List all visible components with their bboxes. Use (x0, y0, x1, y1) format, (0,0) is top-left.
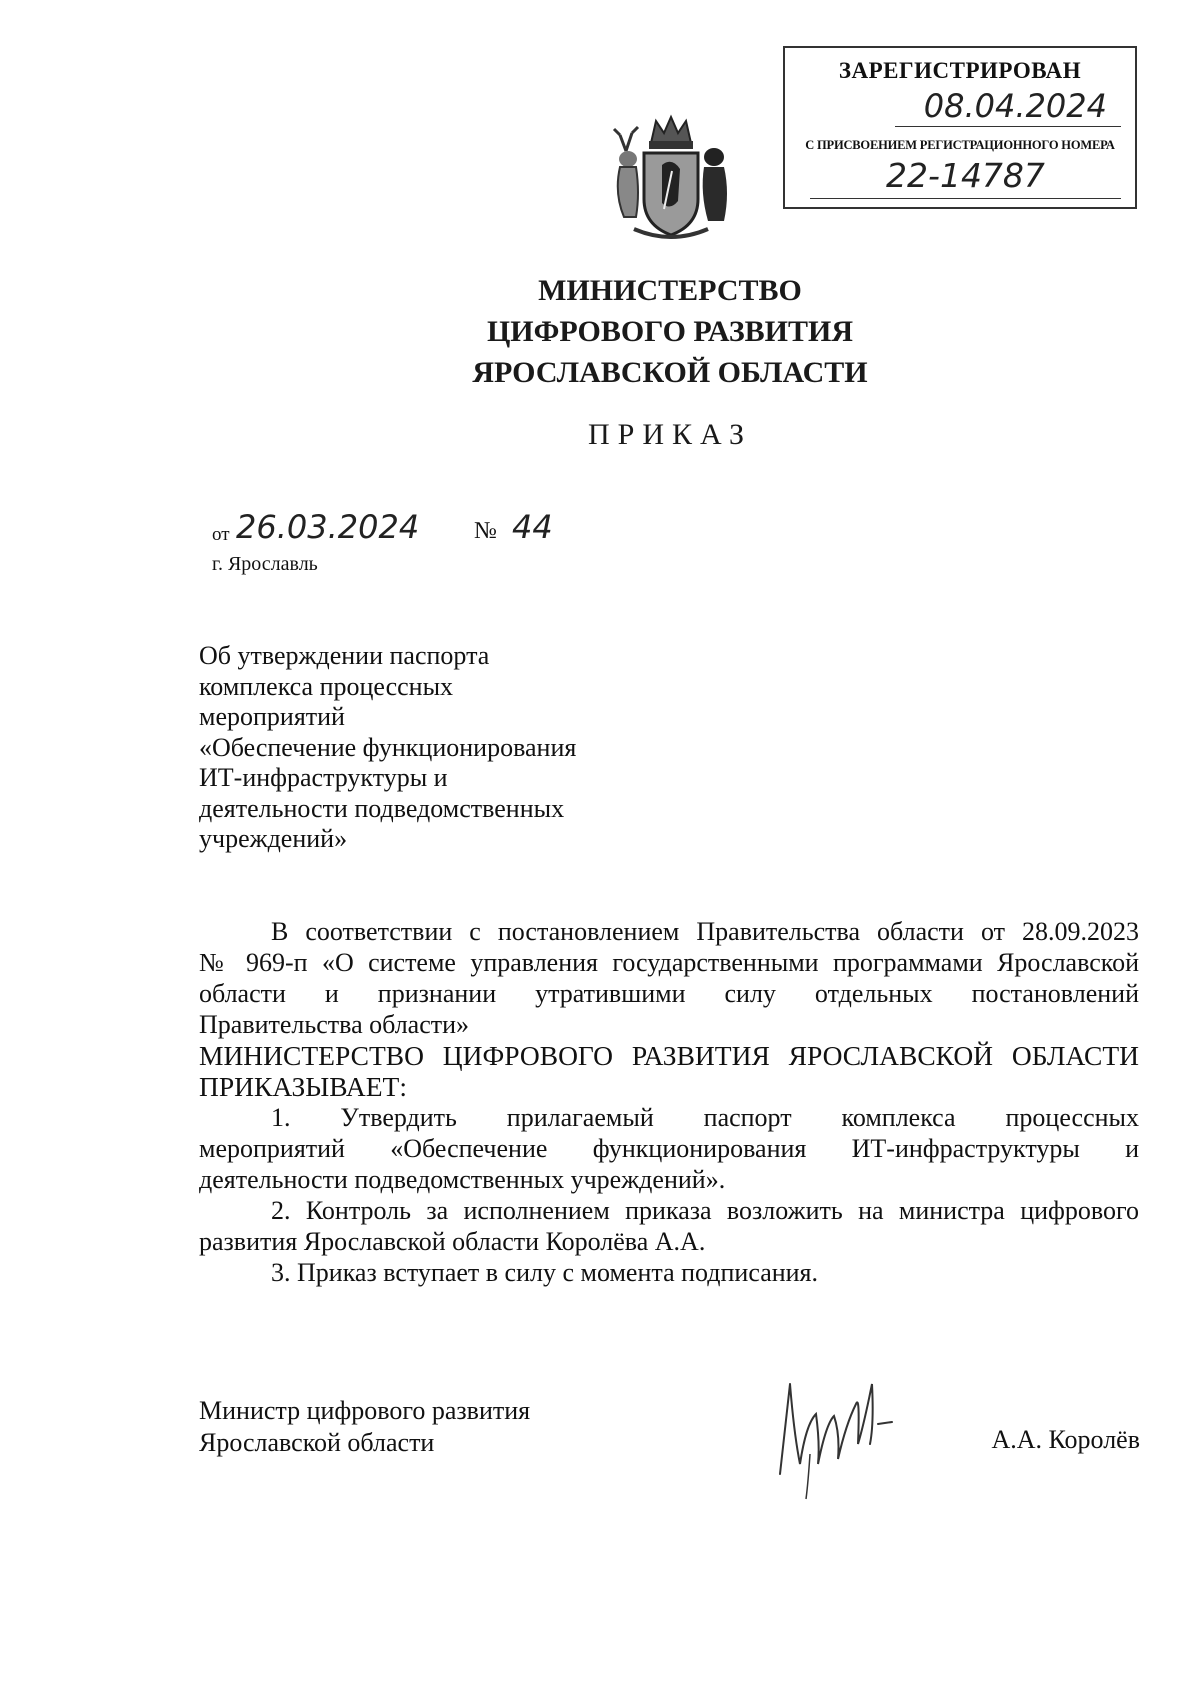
order-number: 44 (512, 508, 553, 546)
handwritten-signature-icon (760, 1364, 920, 1504)
ministry-name-line: ЦИФРОВОГО РАЗВИТИЯ (486, 315, 854, 348)
subject-line: мероприятий (199, 702, 345, 731)
subject-line: комплекса процессных (199, 671, 454, 701)
preamble-line: Правительства области» (199, 1010, 470, 1039)
preamble-line: области и признании утратившими силу отдельных постановлений (199, 979, 1139, 1008)
stamp-title: ЗАРЕГИСТРИРОВАН (838, 58, 1082, 83)
order-date: 26.03.2024 (236, 508, 420, 546)
decree-line: ПРИКАЗЫВАЕТ: (199, 1071, 407, 1102)
subject-line: «Обеспечение функционирования (199, 732, 577, 762)
decree-line: МИНИСТЕРСТВО ЦИФРОВОГО РАЗВИТИЯ ЯРОСЛАВСКОЙ ОБЛАСТИ (199, 1040, 1139, 1071)
order-body (199, 916, 1139, 1288)
preamble-line: № 969-п «О системе управления государственными программами Ярославской (199, 948, 1139, 977)
subject-line: деятельности подведомственных (199, 793, 565, 823)
registration-stamp (783, 46, 1137, 209)
number-prefix: № (474, 518, 497, 544)
document-type: ПРИКАЗ (588, 418, 752, 451)
signatory-name: А.А. Королёв (991, 1425, 1140, 1454)
ministry-name-line: МИНИСТЕРСТВО (538, 274, 802, 307)
signatory-title-line: Министр цифрового развития (199, 1396, 531, 1425)
stamp-handwritten-date: 08.04.2024 (895, 86, 1121, 127)
item-1-line: деятельности подведомственных учреждений». (199, 1165, 726, 1194)
item-2-line: 2. Контроль за исполнением приказа возложить на министра цифрового (271, 1196, 1139, 1225)
stamp-caption: С ПРИСВОЕНИЕМ РЕГИСТРАЦИОННОГО НОМЕРА (805, 138, 1115, 152)
city: г. Ярославль (212, 553, 318, 575)
signatory-title (199, 1395, 530, 1459)
item-1-line: 1. Утвердить прилагаемый паспорт комплекса процессных (271, 1103, 1139, 1132)
ministry-name-line: ЯРОСЛАВСКОЙ ОБЛАСТИ (472, 356, 868, 389)
item-3-line: 3. Приказ вступает в силу с момента подписания. (271, 1258, 819, 1287)
coat-of-arms-icon (606, 113, 736, 246)
subject-line: ИТ-инфраструктуры и (199, 763, 448, 792)
stamp-handwritten-number: 22-14787 (810, 154, 1121, 199)
subject-line: Об утверждении паспорта (199, 641, 490, 670)
preamble-line: В соответствии с постановлением Правительства области от 28.09.2023 (271, 917, 1139, 946)
ministry-name (300, 270, 1040, 393)
date-prefix: от (212, 524, 230, 545)
subject-line: учреждений» (199, 824, 348, 853)
item-2-line: развития Ярославской области Королёва А.А. (199, 1227, 706, 1256)
item-1-line: мероприятий «Обеспечение функционирования ИТ-инфраструктуры и (199, 1134, 1139, 1163)
order-subject (199, 641, 669, 855)
signatory-title-line: Ярославской области (199, 1428, 435, 1457)
